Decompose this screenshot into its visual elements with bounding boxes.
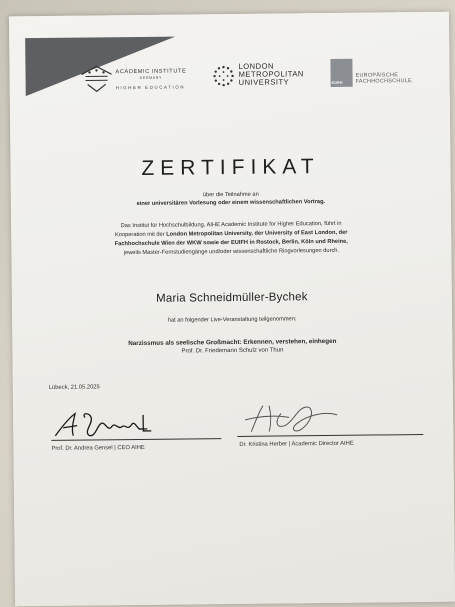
aihe-emblem-icon (79, 64, 113, 94)
body-text-bold: London Metropolitan University, der University of East London, der (166, 229, 348, 238)
recipient-name: Maria Schneidmüller-Bychek (156, 291, 308, 305)
event-title: Narzissmus als seelische Großmacht: Erkennen, verstehen, einhegen (128, 337, 337, 348)
body-text: Kooperation mit der (114, 231, 167, 239)
certificate-paper (9, 12, 455, 607)
lmu-dots-icon (212, 65, 234, 87)
lmu-name-line: UNIVERSITY (238, 77, 290, 87)
aihe-name: ACADEMIC INSTITUTE (115, 68, 187, 76)
euifh-name-line: FACHHOCHSCHULE (355, 78, 412, 86)
attended-line: hat an folgender Live-Veranstaltung teilgenommen: (167, 316, 297, 324)
euifh-name-line: EUROPÄISCHE (355, 72, 399, 79)
intro-line-bold: einer universitären Vorlesung oder einem wissenschaftlichen Vortrag. (136, 199, 326, 207)
aihe-logo (79, 63, 209, 104)
body-line: jeweils Master-Fernstudiengänge und/oder wissenschaftliche Ringvorlesungen durch. (123, 247, 340, 257)
aihe-tagline: HIGHER EDUCATION (115, 84, 186, 91)
signer-1-caption: Prof. Dr. Andrea Gensel | CEO AIHE (51, 444, 145, 452)
aihe-country: GERMANY (139, 75, 162, 80)
lmu-logo (212, 60, 332, 101)
lmu-name-line: METROPOLITAN (238, 69, 304, 79)
logo-row (9, 55, 449, 110)
euifh-tag: EUIFH (331, 80, 343, 85)
euifh-logo (330, 55, 440, 96)
body-line-bold: Fachhochschule Wien der WKW sowie der EUIFH in Rostock, Berlin, Köln und Rheine, (114, 238, 348, 248)
euifh-name (356, 72, 412, 85)
intro-line: über die Teilnahme an (202, 191, 259, 199)
speaker: Prof. Dr. Friedemann Schulz von Thun (181, 347, 284, 355)
euifh-emblem (330, 59, 352, 87)
signature-2 (241, 401, 351, 436)
signature-1 (51, 407, 171, 440)
lmu-name-line: LONDON (238, 61, 275, 71)
place-date: Lübeck, 21.05.2025 (48, 384, 100, 391)
body-line: Das Institut für Hochschulbildung, AIHE Academic Institute for Higher Education, führt in (120, 220, 342, 230)
lmu-name (238, 62, 304, 87)
certificate-title: ZERTIFIKAT (141, 155, 320, 180)
signer-2-caption: Dr. Kristina Herber | Academic Director AIHE (239, 440, 354, 448)
